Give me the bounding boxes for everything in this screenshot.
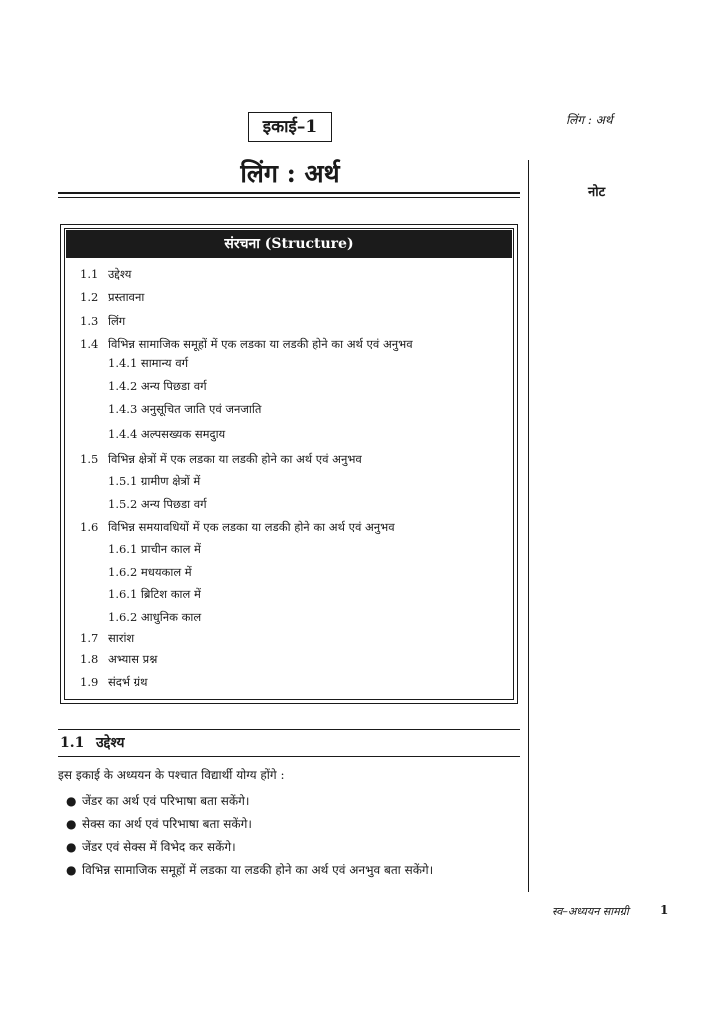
running-head: लिंग : अर्थ [566,113,613,127]
toc-subitem: 1.5.1 ग्रामीण क्षेत्रों में [108,474,201,488]
toc-subitem: 1.6.1 प्राचीन काल में [108,542,201,556]
toc-item: 1.1 उद्देश्य [80,267,132,281]
structure-heading: संरचना (Structure) [66,230,512,258]
toc-subitem: 1.5.2 अन्य पिछडा वर्ग [108,497,207,511]
bullet-item: ● विभिन्न सामाजिक समूहों में लडका या लडकी होने का अर्थ एवं अनभुव बता सकेंगे। [66,863,434,877]
toc-subitem: 1.4.3 अनुसूचित जाति एवं जनजाति [108,402,262,416]
section-intro: इस इकाई के अध्ययन के पश्चात विद्यार्थी योग्य होंगे : [58,768,285,782]
bullet-item: ● जेंडर एवं सेक्स में विभेद कर सकेंगे। [66,840,236,854]
toc-subitem: 1.4.4 अल्पसख्यक समदुाय [108,427,226,441]
toc-item: 1.5 विभिन्न क्षेत्रों में एक लडका या लडकी होने का अर्थ एवं अनुभव [80,452,362,466]
title-rule-bottom [58,197,520,198]
page-number: 1 [660,903,669,917]
toc-subitem: 1.6.2 आधुनिक काल [108,610,202,624]
toc-subitem: 1.6.1 ब्रिटिश काल में [108,587,201,601]
section-rule-top [58,729,520,730]
toc-subitem: 1.4.2 अन्य पिछडा वर्ग [108,379,207,393]
bullet-item: ● जेंडर का अर्थ एवं परिभाषा बता सकेंगे। [66,794,250,808]
toc-item: 1.8 अभ्यास प्रश्न [80,652,158,666]
toc-item: 1.9 संदर्भ ग्रंथ [80,675,148,689]
toc-subitem: 1.4.1 सामान्य वर्ग [108,356,189,370]
unit-label: इकाई–1 [248,112,332,142]
margin-divider [528,160,529,892]
toc-item: 1.4 विभिन्न सामाजिक समूहों में एक लडका या लडकी होने का अर्थ एवं अनुभव [80,337,413,351]
toc-item: 1.7 सारांश [80,631,135,645]
toc-item: 1.6 विभिन्न समयावधियों में एक लडका या लडकी होने का अर्थ एवं अनुभव [80,520,395,534]
bullet-item: ● सेक्स का अर्थ एवं परिभाषा बता सकेंगे। [66,817,252,831]
section-title: 1.1 उद्देश्य [60,735,125,751]
toc-item: 1.2 प्रस्तावना [80,290,145,304]
footer-text: स्व–अध्ययन सामग्री [552,905,629,918]
chapter-title: लिंग : अर्थ [240,159,340,188]
toc-subitem: 1.6.2 मधयकाल में [108,565,192,579]
margin-note-label: नोट [588,185,606,200]
toc-item: 1.3 लिंग [80,314,126,328]
title-rule-top [58,192,520,194]
section-rule-bottom [58,756,520,757]
